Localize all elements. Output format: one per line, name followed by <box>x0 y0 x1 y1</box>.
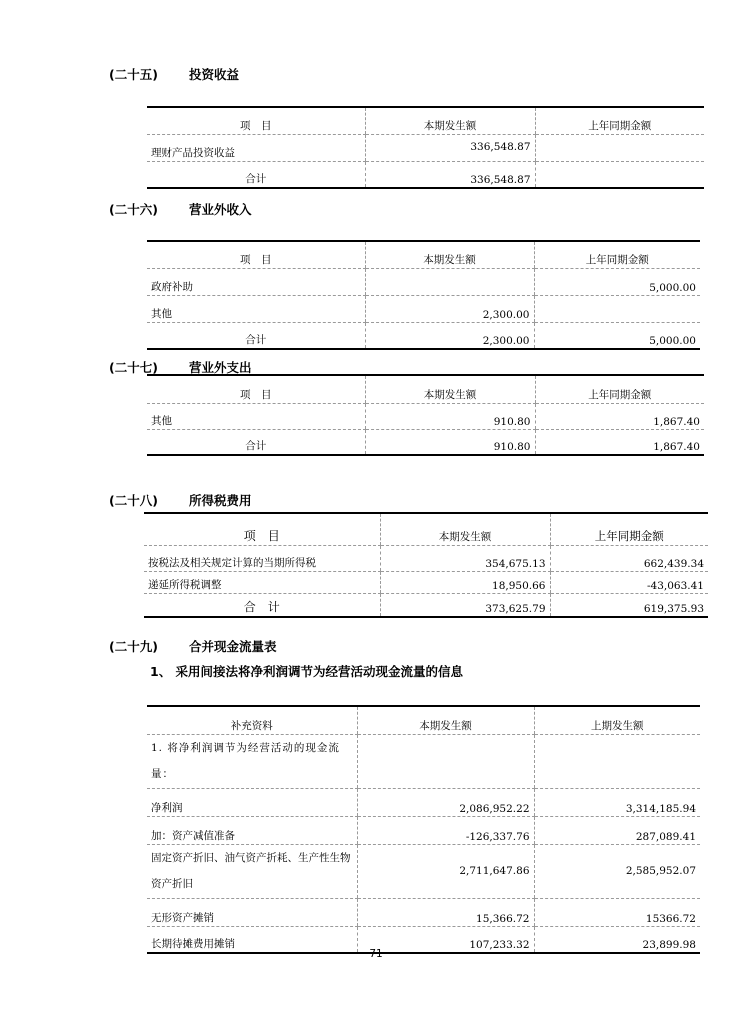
prior-amount: 5,000.00 <box>534 268 700 295</box>
prior-amount <box>535 161 704 188</box>
section-25-heading <box>109 65 239 83</box>
current-amount: 107,233.32 <box>357 926 534 953</box>
current-amount: 354,675.13 <box>380 545 550 571</box>
row-label: 固定资产折旧、油气资产折耗、生产性生物资产折旧 <box>147 844 357 898</box>
header-cell: 项 目 <box>147 107 365 134</box>
cash-flow-supplement-table <box>147 705 700 954</box>
table-row <box>147 898 700 926</box>
section-number: (二十五) <box>109 67 158 82</box>
table-row <box>147 161 704 188</box>
section-number: (二十七) <box>109 360 158 375</box>
table-row <box>147 403 704 429</box>
current-amount: 18,950.66 <box>380 571 550 593</box>
prior-amount: 1,867.40 <box>535 403 704 429</box>
current-amount <box>365 268 534 295</box>
current-amount: 336,548.87 <box>365 134 535 161</box>
current-amount: 910.80 <box>365 403 535 429</box>
current-amount: -126,337.76 <box>357 816 534 844</box>
non-operating-income-table <box>147 240 700 350</box>
row-label: 合计 <box>147 429 365 455</box>
row-label: 按税法及相关规定计算的当期所得税 <box>144 545 380 571</box>
header-cell: 上期发生额 <box>534 706 700 734</box>
header-cell: 项 目 <box>147 241 365 268</box>
row-label: 1. 将净利润调节为经营活动的现金流量： <box>147 734 357 788</box>
section-number: (二十八) <box>109 493 158 508</box>
row-label: 无形资产摊销 <box>147 898 357 926</box>
table-row <box>147 134 704 161</box>
header-cell: 上年同期金额 <box>535 375 704 403</box>
header-cell: 本期发生额 <box>365 375 535 403</box>
prior-amount <box>534 734 700 788</box>
table-row <box>147 295 700 322</box>
section-29-heading <box>109 637 277 655</box>
section-number: (二十六) <box>109 202 158 217</box>
current-amount: 2,086,952.22 <box>357 788 534 816</box>
section-29-subtitle: 1、 采用间接法将净利润调节为经营活动现金流量的信息 <box>150 664 464 679</box>
current-amount: 373,625.79 <box>380 593 550 617</box>
prior-amount: 23,899.98 <box>534 926 700 953</box>
current-amount <box>357 734 534 788</box>
prior-amount: -43,063.41 <box>550 571 708 593</box>
table-row <box>147 322 700 349</box>
prior-amount: 619,375.93 <box>550 593 708 617</box>
current-amount: 2,711,647.86 <box>357 844 534 898</box>
table-row <box>147 816 700 844</box>
prior-amount: 662,439.34 <box>550 545 708 571</box>
row-label: 合计 <box>147 322 365 349</box>
non-operating-expense-table <box>147 374 704 456</box>
section-title: 营业外收入 <box>189 202 252 217</box>
prior-amount: 3,314,185.94 <box>534 788 700 816</box>
header-cell: 本期发生额 <box>365 107 535 134</box>
table-row <box>147 788 700 816</box>
table-header-row <box>147 107 704 134</box>
prior-amount: 2,585,952.07 <box>534 844 700 898</box>
current-amount: 336,548.87 <box>365 161 535 188</box>
page-number: 71 <box>369 948 383 960</box>
current-amount: 2,300.00 <box>365 322 534 349</box>
current-amount: 15,366.72 <box>357 898 534 926</box>
header-cell: 项 目 <box>144 513 380 545</box>
row-label: 加：资产减值准备 <box>147 816 357 844</box>
prior-amount: 1,867.40 <box>535 429 704 455</box>
row-label: 其他 <box>147 295 365 322</box>
header-cell: 本期发生额 <box>365 241 534 268</box>
investment-income-table <box>147 106 704 189</box>
section-title: 投资收益 <box>189 67 240 82</box>
table-header-row <box>147 241 700 268</box>
table-row <box>147 734 700 788</box>
current-amount: 910.80 <box>365 429 535 455</box>
header-cell: 上年同期金额 <box>550 513 708 545</box>
header-cell: 本期发生额 <box>357 706 534 734</box>
row-label: 长期待摊费用摊销 <box>147 926 357 953</box>
section-26-heading <box>109 200 252 218</box>
row-label: 合 计 <box>144 593 380 617</box>
section-28-heading <box>109 491 252 509</box>
header-cell: 本期发生额 <box>380 513 550 545</box>
table-row <box>147 844 700 898</box>
section-number: (二十九) <box>109 639 158 654</box>
prior-amount: 5,000.00 <box>534 322 700 349</box>
table-header-row <box>144 513 708 545</box>
header-cell: 项 目 <box>147 375 365 403</box>
current-amount: 2,300.00 <box>365 295 534 322</box>
header-cell: 上年同期金额 <box>534 241 700 268</box>
section-title: 所得税费用 <box>189 493 252 508</box>
section-title: 营业外支出 <box>189 360 252 375</box>
row-label: 其他 <box>147 403 365 429</box>
table-row <box>144 571 708 593</box>
row-label: 理财产品投资收益 <box>147 134 365 161</box>
prior-amount <box>535 134 704 161</box>
row-label: 递延所得税调整 <box>144 571 380 593</box>
table-row <box>147 268 700 295</box>
prior-amount: 287,089.41 <box>534 816 700 844</box>
prior-amount: 15366.72 <box>534 898 700 926</box>
prior-amount <box>534 295 700 322</box>
table-row <box>144 593 708 617</box>
section-title: 合并现金流量表 <box>189 639 277 654</box>
row-label: 合计 <box>147 161 365 188</box>
row-label: 政府补助 <box>147 268 365 295</box>
table-row <box>144 545 708 571</box>
header-cell: 补充资料 <box>147 706 357 734</box>
table-header-row <box>147 706 700 734</box>
header-cell: 上年同期金额 <box>535 107 704 134</box>
income-tax-expense-table <box>144 512 708 618</box>
table-header-row <box>147 375 704 403</box>
table-row <box>147 429 704 455</box>
row-label: 净利润 <box>147 788 357 816</box>
